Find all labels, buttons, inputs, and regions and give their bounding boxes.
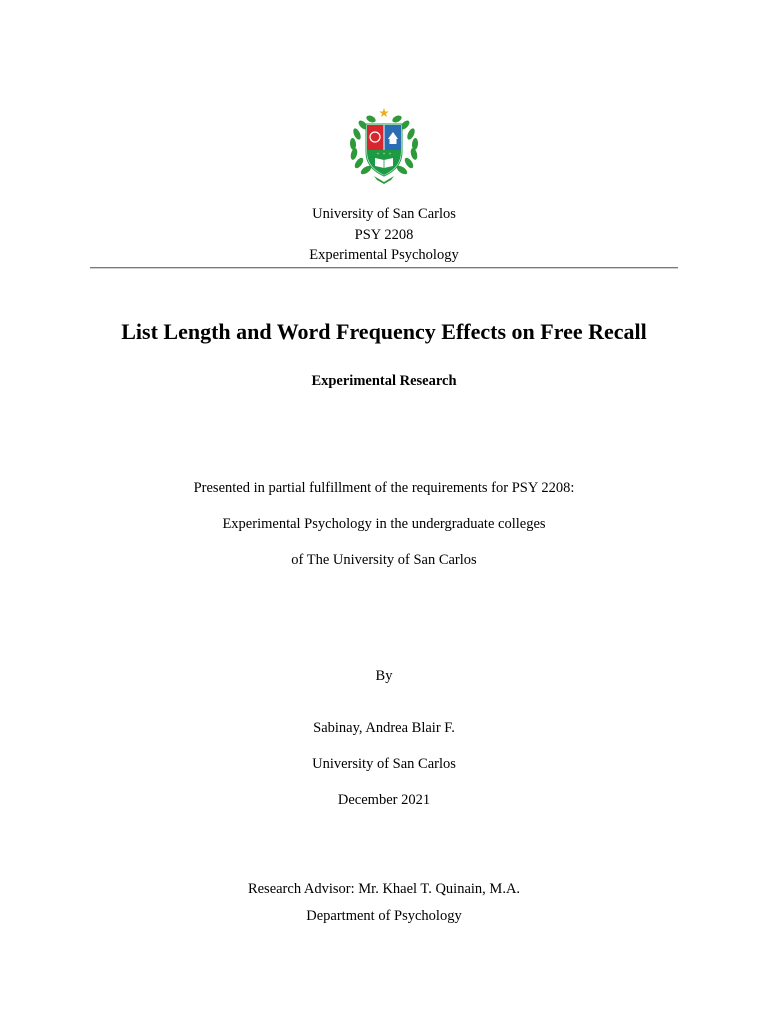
document-title: List Length and Word Frequency Effects on Free Recall	[121, 319, 647, 344]
department: Department of Psychology	[306, 908, 462, 924]
course-code: PSY 2208	[354, 227, 414, 243]
author-name: Sabinay, Andrea Blair F.	[313, 720, 455, 736]
course-name: Experimental Psychology	[309, 247, 459, 263]
university-seal-icon	[344, 106, 424, 186]
presentation-line-3: of The University of San Carlos	[291, 552, 477, 568]
presentation-line-2: Experimental Psychology in the undergraduate colleges	[222, 516, 546, 532]
university-name: University of San Carlos	[312, 206, 456, 222]
by-label: By	[375, 668, 393, 684]
submission-date: December 2021	[337, 792, 431, 808]
research-advisor: Research Advisor: Mr. Khael T. Quinain, M.A.	[247, 881, 521, 897]
presentation-line-1: Presented in partial fulfillment of the requirements for PSY 2208:	[193, 480, 575, 496]
document-subtitle: Experimental Research	[311, 373, 457, 389]
author-affiliation: University of San Carlos	[312, 756, 456, 772]
header-divider	[90, 267, 678, 269]
